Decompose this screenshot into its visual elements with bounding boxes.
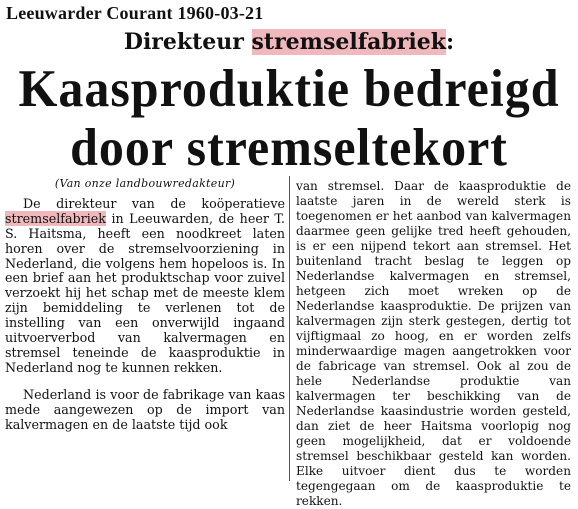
kicker-text: Direkteur (123, 29, 252, 55)
headline-line-2: door stremseltekort (70, 117, 508, 177)
paragraph-1-highlight: stremselfabriek (5, 210, 106, 226)
paragraph-1-body: in Leeuwarden, de heer T. S. Haitsma, heeft een noodkreet laten horen over de stremselvoorziening in Nederland, die volgens hem hopeloos is. In een brief aan het produktschap voor zuivel verzoekt hij het schap met de meeste klem zijn bemiddeling te verlenen tot de instelling van een onverwijld ingaand uitvoerverbod van kalvermagen en stremsel teneinde de kaasproduktie in Nederland nog te kunnen rekken. (5, 210, 285, 375)
newspaper-source-label: Leeuwarder Courant 1960-03-21 (6, 3, 264, 23)
column-divider (289, 176, 290, 481)
byline: (Van onze landbouwredakteur) (54, 177, 236, 190)
article-paragraph-1 (5, 197, 285, 376)
article-paragraph-3: van stremsel. Daar de kaasproduktie de laatste jaren in de wereld sterk is toegenomen er het aanbod van kalvermagen daarmee geen gelijke tred heeft gehouden, is er een nijpend tekort aan stremsel. Het buitenland tracht beslag te leggen op Nederlandse kalvermagen en stremsel, hetgeen zich moet wreken op de Nederlandse kaasproduktie. De prijzen van kalvermagen zijn sterk gestegen, dertig tot vijftigmaal zo hoog, en er worden zelfs minderwaardige magen aangetrokken voor de fabricage van stremsel. Ook al zou de hele Nederlandse produktie van kalvermagen ter beschikking van de Nederlandse kaasindustrie worden gesteld, dan ziet de heer Haitsma voorlopig nog geen mogelijkheid, dat er voldoende stremsel beschikbaar gesteld kan worden. Elke uitvoer dient dus te worden tegengegaan om de kaasproduktie te rekken. (296, 179, 571, 508)
article-column-left (5, 177, 285, 433)
article-paragraph-2: Nederland is voor de fabrikage van kaas mede aangewezen op de import van kalvermagen en de laatste tijd ook (5, 386, 285, 432)
article-column-right (296, 179, 571, 509)
kicker-highlight: stremselfabriek (251, 29, 446, 55)
kicker-colon: : (446, 29, 455, 55)
kicker-headline (0, 29, 578, 55)
paragraph-1-intro: De direkteur van de koöperatieve (23, 195, 285, 211)
headline-line-1: Kaasproduktie bedreigd (18, 58, 560, 118)
